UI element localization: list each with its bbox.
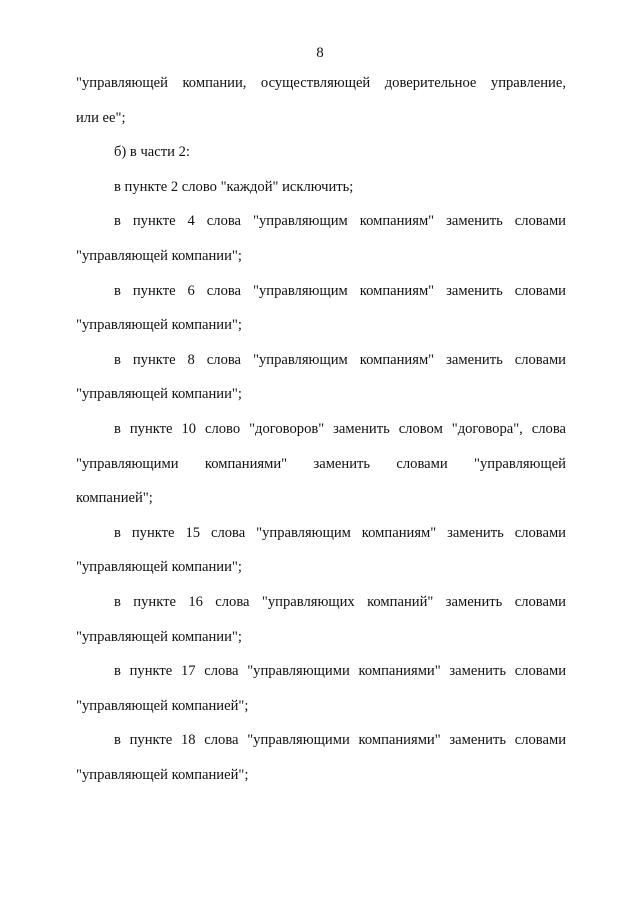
text-line: в пункте 4 слова "управляющим компаниям" заменить словами (114, 213, 566, 230)
text-line: "управляющей компании"; (76, 386, 242, 403)
text-line: "управляющей компании, осуществляющей доверительное управление, (76, 75, 566, 91)
text-line: в пункте 6 слова "управляющим компаниям" заменить словами (114, 282, 566, 299)
text-line: в пункте 2 слово "каждой" исключить; (114, 178, 354, 195)
text-line: б) в части 2: (114, 144, 190, 161)
text-line: "управляющими компаниями" заменить словами "управляющей (76, 455, 566, 472)
text-line: "управляющей компании"; (76, 559, 242, 576)
text-line: в пункте 10 слово "договоров" заменить словом "договора", слова (114, 420, 566, 437)
text-line: "управляющей компанией"; (76, 697, 249, 714)
text-line: "управляющей компанией"; (76, 766, 249, 783)
document-body (76, 75, 566, 801)
text-line: "управляющей компании"; (76, 317, 242, 334)
text-line: в пункте 8 слова "управляющим компаниям" заменить словами (114, 351, 566, 368)
text-line: в пункте 17 слова "управляющими компаниями" заменить словами (114, 663, 566, 680)
page-number: 8 (316, 45, 324, 61)
text-line: в пункте 15 слова "управляющим компаниям" заменить словами (114, 524, 566, 541)
text-line: компанией"; (76, 490, 153, 507)
text-line: в пункте 18 слова "управляющими компаниями" заменить словами (114, 732, 566, 749)
text-line: в пункте 16 слова "управляющих компаний" заменить словами (114, 593, 566, 610)
text-line: "управляющей компании"; (76, 628, 242, 645)
text-line: "управляющей компании"; (76, 247, 242, 264)
text-line: или ее"; (76, 109, 126, 126)
